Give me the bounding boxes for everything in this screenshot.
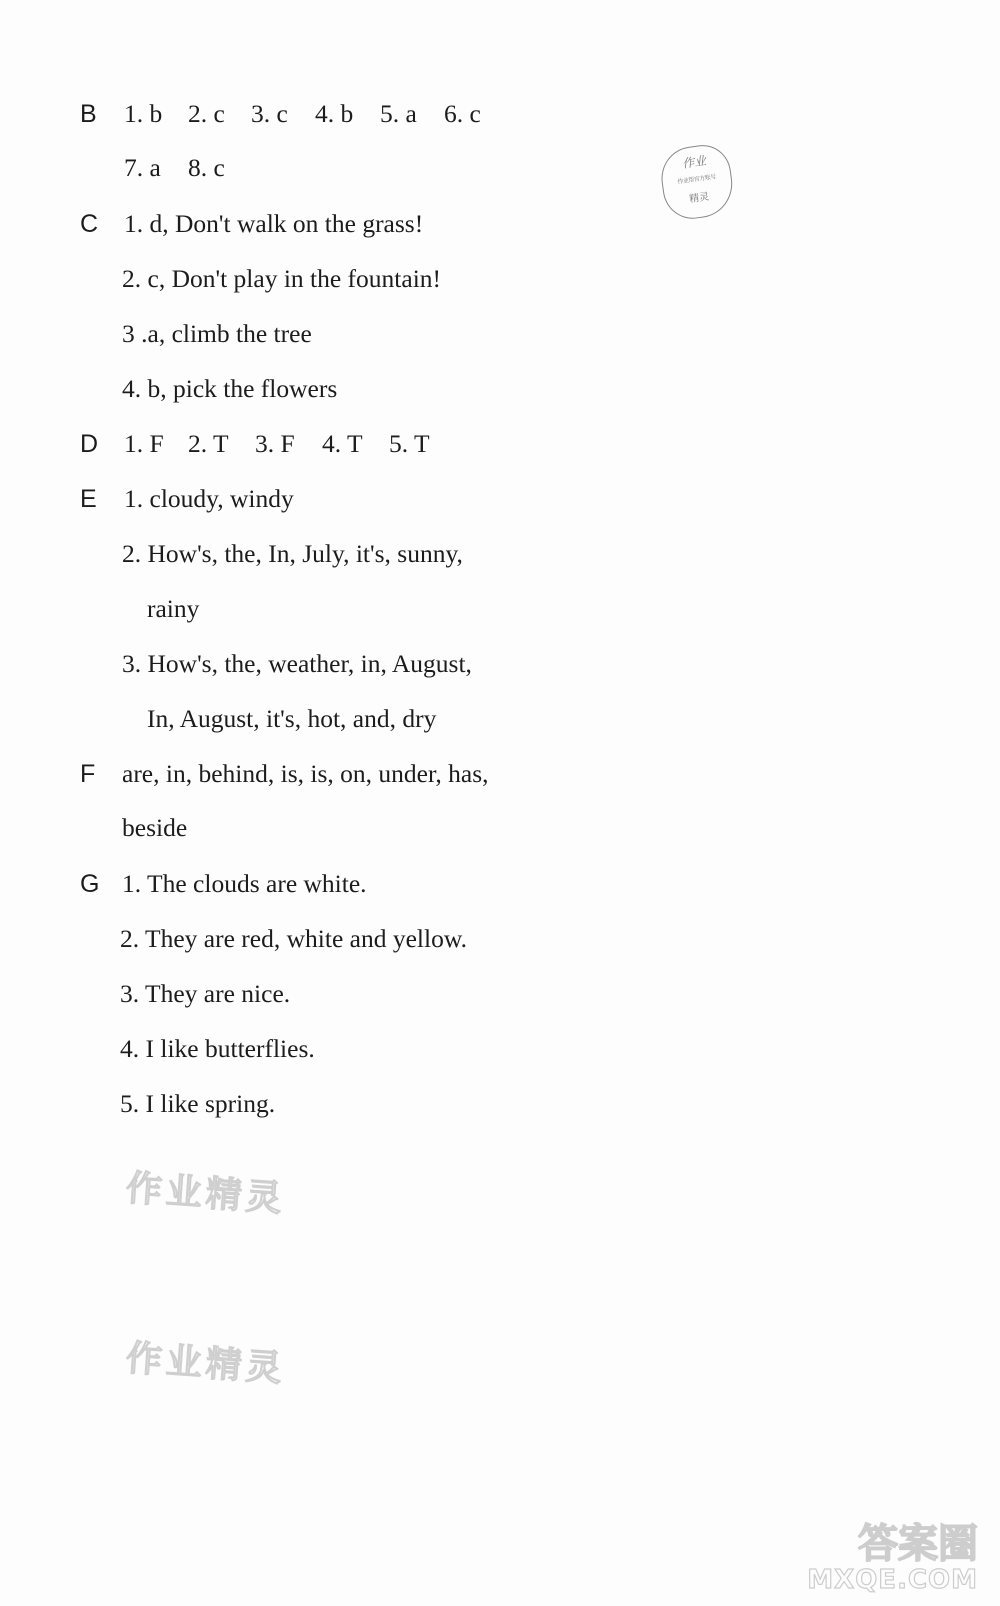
- stamp-line-2: 作业帮官方账号: [677, 173, 717, 186]
- answer-e-3-cont: In, August, it's, hot, and, dry: [147, 704, 437, 733]
- answer-d-5: 5. T: [389, 429, 430, 458]
- answer-e-3: 3. How's, the, weather, in, August,: [122, 649, 472, 678]
- answer-c-3: 3 .a, climb the tree: [122, 319, 312, 348]
- section-letter-g: G: [80, 870, 100, 898]
- section-letter-d: D: [80, 430, 99, 458]
- answer-g-3: 3. They are nice.: [120, 979, 291, 1008]
- answer-d-3: 3. F: [255, 429, 295, 458]
- answer-c-1: 1. d, Don't walk on the grass!: [124, 209, 424, 238]
- answer-b-3: 3. c: [251, 99, 288, 128]
- answer-e-2: 2. How's, the, In, July, it's, sunny,: [122, 539, 463, 568]
- corner-site-logo: [807, 1522, 978, 1594]
- answer-d-1: 1. F: [124, 429, 164, 458]
- section-letter-c: C: [80, 210, 99, 238]
- watermark: 作业精灵: [124, 1337, 288, 1391]
- answer-e-2-cont: rainy: [147, 594, 200, 623]
- answer-b-8: 8. c: [188, 153, 225, 182]
- answer-b-4: 4. b: [315, 99, 354, 128]
- stamp-logo: [657, 141, 736, 222]
- answer-f-1: are, in, behind, is, is, on, under, has,: [122, 759, 489, 788]
- answer-g-2: 2. They are red, white and yellow.: [120, 924, 467, 953]
- section-letter-f: F: [80, 760, 96, 788]
- stamp-line-1: 作业: [681, 153, 708, 171]
- section-letter-b: B: [80, 100, 97, 128]
- answer-c-4: 4. b, pick the flowers: [122, 374, 338, 403]
- answer-b-6: 6. c: [444, 99, 481, 128]
- answer-b-5: 5. a: [380, 99, 417, 128]
- section-letter-e: E: [80, 485, 97, 513]
- stamp-line-3: 精灵: [688, 191, 710, 206]
- answer-d-4: 4. T: [322, 429, 363, 458]
- answer-b-1: 1. b: [124, 99, 163, 128]
- answer-e-1: 1. cloudy, windy: [124, 484, 294, 513]
- answer-c-2: 2. c, Don't play in the fountain!: [122, 264, 442, 293]
- answer-b-2: 2. c: [188, 99, 225, 128]
- corner-logo-cn: 答案圈: [858, 1521, 978, 1567]
- corner-logo-en: MXQE.COM: [807, 1565, 978, 1595]
- answer-g-5: 5. I like spring.: [120, 1089, 276, 1118]
- watermark: 作业精灵: [124, 1167, 288, 1221]
- answer-g-1: 1. The clouds are white.: [122, 869, 367, 898]
- answer-g-4: 4. I like butterflies.: [120, 1034, 315, 1063]
- answer-d-2: 2. T: [188, 429, 229, 458]
- answer-b-7: 7. a: [124, 153, 161, 182]
- answer-f-1-cont: beside: [122, 813, 188, 842]
